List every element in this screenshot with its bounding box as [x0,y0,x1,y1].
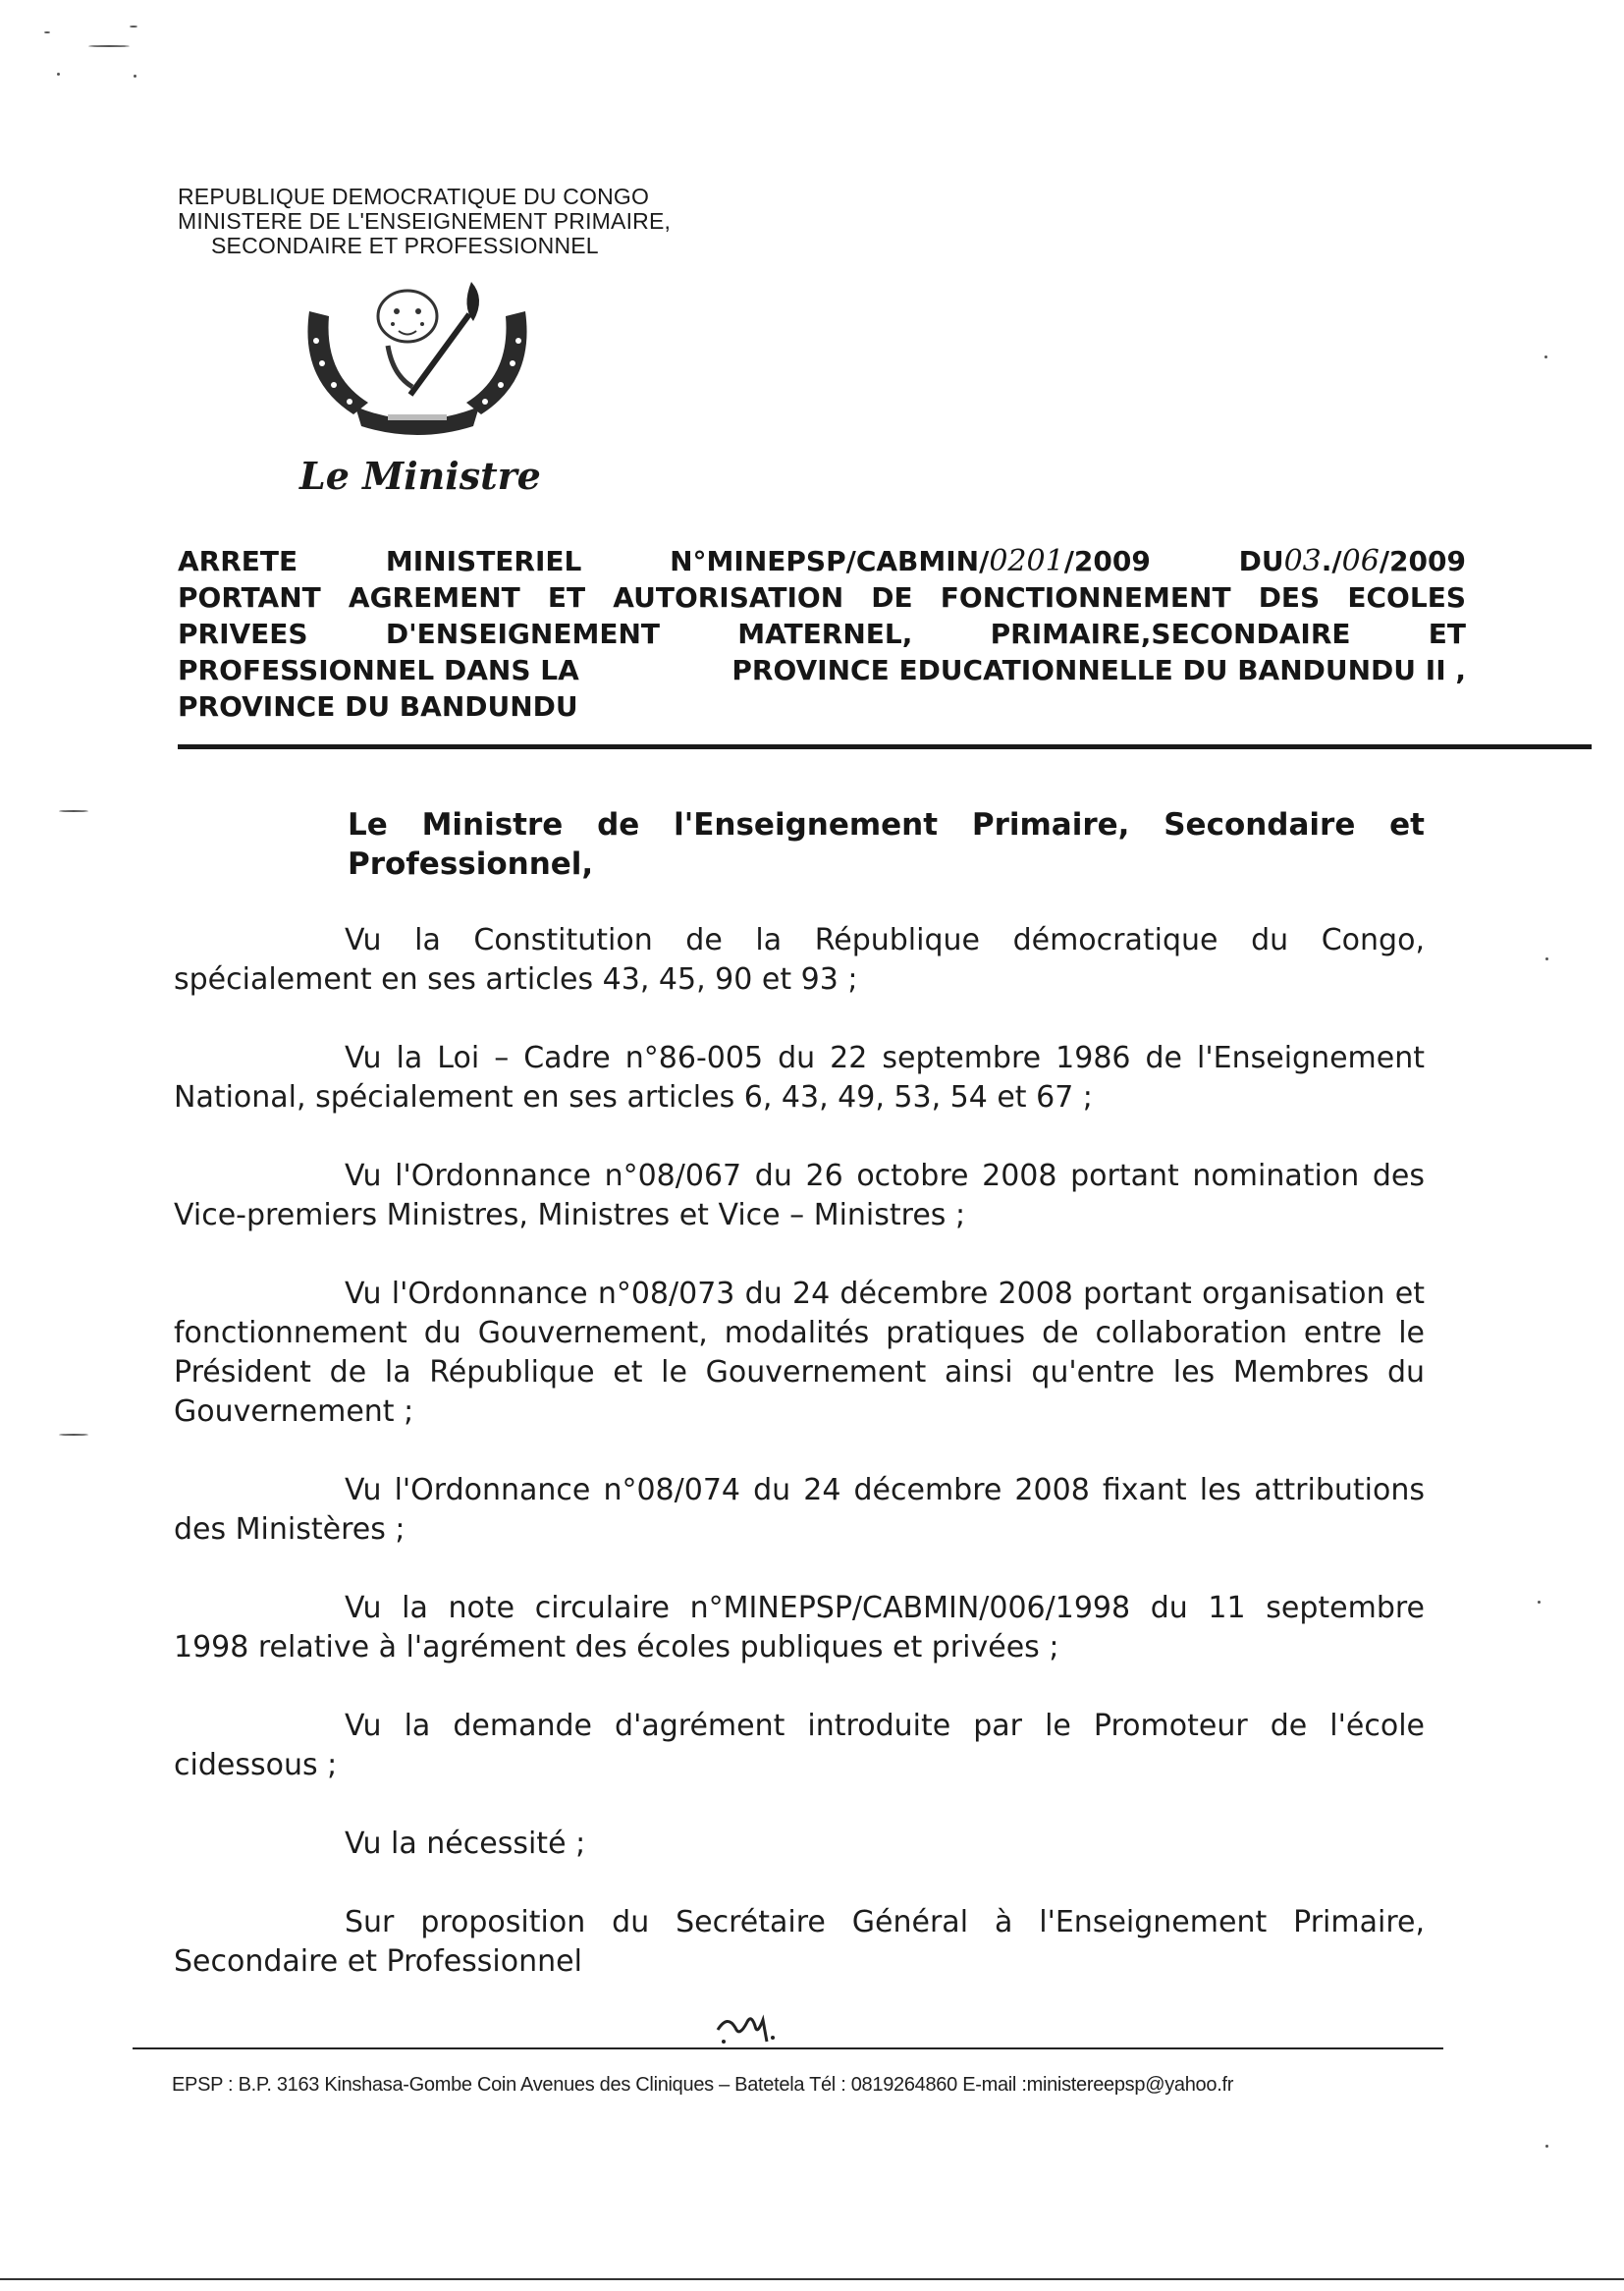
paragraph-ordonnance-067 [174,1157,1425,1235]
title-word: AUTORISATION [613,581,844,614]
title-word: ET [1428,618,1466,650]
title-word: PRIMAIRE,SECONDAIRE [990,618,1351,650]
decree-number [670,543,1151,579]
minister-label: Le Ministre [299,454,541,498]
footer-address: EPSP : B.P. 3163 Kinshasa-Gombe Coin Avenues des Cliniques – Batetela Tél : 0819264860 E-mail :ministereepsp@yahoo.fr [172,2074,1234,2096]
initials-signature-icon [712,2008,781,2047]
title-word: MINISTERIEL [385,545,582,577]
title-word: PRIVEES [178,618,308,650]
letterhead-ministry: MINISTERE DE L'ENSEIGNEMENT PRIMAIRE, [178,208,672,234]
decree-title [178,543,1466,725]
paragraph-text: Vu l'Ordonnance n°08/074 du 24 décembre 2008 fixant les attributions des Ministères ; [174,1473,1425,1547]
paragraph-text: Vu l'Ordonnance n°08/067 du 26 octobre 2008 portant nomination des Vice-premiers Ministres, Ministres et Vice – Ministres ; [174,1159,1425,1232]
title-divider [178,744,1592,749]
paragraph-proposition [174,1903,1425,1982]
title-line-5: PROVINCE DU BANDUNDU [178,690,578,723]
paragraph-ordonnance-073 [174,1275,1425,1432]
letterhead-ministry-cont: SECONDAIRE ET PROFESSIONNEL [211,233,599,258]
title-line-4 [178,652,1466,688]
paragraph-text: Vu la nécessité ; [345,1827,586,1861]
title-line-2 [178,579,1466,616]
congo-coat-of-arms-icon [295,277,540,439]
footer-divider [133,2047,1443,2049]
handwritten-day: 03 [1283,544,1322,578]
paragraph-constitution [174,921,1425,1000]
paragraph-text: Vu la note circulaire n°MINEPSP/CABMIN/006/1998 du 11 septembre 1998 relative à l'agrément des écoles publiques et privées ; [174,1591,1425,1664]
title-word: PORTANT [178,581,321,614]
title-word: PROVINCE EDUCATIONNELLE DU BANDUNDU II , [731,654,1466,686]
paragraph-necessite [174,1825,1425,1864]
title-word: PROFESSIONNEL DANS LA [178,654,579,686]
title-word: D'ENSEIGNEMENT [385,618,660,650]
title-word: ECOLES [1347,581,1466,614]
letterhead-country: REPUBLIQUE DEMOCRATIQUE DU CONGO [178,184,650,209]
paragraph-text: Vu la Constitution de la République démocratique du Congo, spécialement en ses articles 43, 45, 90 et 93 ; [174,923,1425,997]
decree-date [1239,543,1466,579]
title-word: ET [547,581,586,614]
decree-number-prefix: N°MINEPSP/CABMIN/ [670,545,990,577]
paragraph-note-circulaire [174,1589,1425,1667]
paragraph-text: Vu la demande d'agrément introduite par le Promoteur de l'école cidessous ; [174,1709,1425,1782]
paragraph-text: Vu l'Ordonnance n°08/073 du 24 décembre 2008 portant organisation et fonctionnement du Gouvernement, modalités pratiques de collaboration entre le Président de la République et le Gouvernement ainsi qu'entre les Membres du Gouvernement ; [174,1277,1425,1429]
title-word: DES [1258,581,1321,614]
paragraph-demande [174,1707,1425,1785]
date-prefix: DU [1238,545,1284,577]
letterhead [178,185,671,258]
paragraph-loi-cadre [174,1039,1425,1118]
paragraph-text: Vu la Loi – Cadre n°86-005 du 22 septembre 1986 de l'Enseignement National, spécialement en ses articles 6, 43, 49, 53, 54 et 67 ; [174,1041,1425,1115]
paragraph-text: Sur proposition du Secrétaire Général à l'Enseignement Primaire, Secondaire et Professionnel [174,1905,1425,1979]
title-word: AGREMENT [348,581,520,614]
decree-year: /2009 [1063,545,1151,577]
title-line-1 [178,543,1466,579]
handwritten-decree-number: 0201 [989,544,1064,578]
title-word: FONCTIONNEMENT [940,581,1231,614]
title-word: ARRETE [178,545,298,577]
title-line-3 [178,616,1466,652]
handwritten-month: 06 [1341,544,1380,578]
page-edge-line [0,2278,1624,2280]
title-word: MATERNEL, [737,618,913,650]
date-year: /2009 [1379,545,1466,577]
date-separator: ./ [1321,545,1342,577]
preamble: Le Ministre de l'Enseignement Primaire, Secondaire et Professionnel, [348,807,1425,882]
title-word: DE [871,581,913,614]
paragraph-ordonnance-074 [174,1471,1425,1550]
